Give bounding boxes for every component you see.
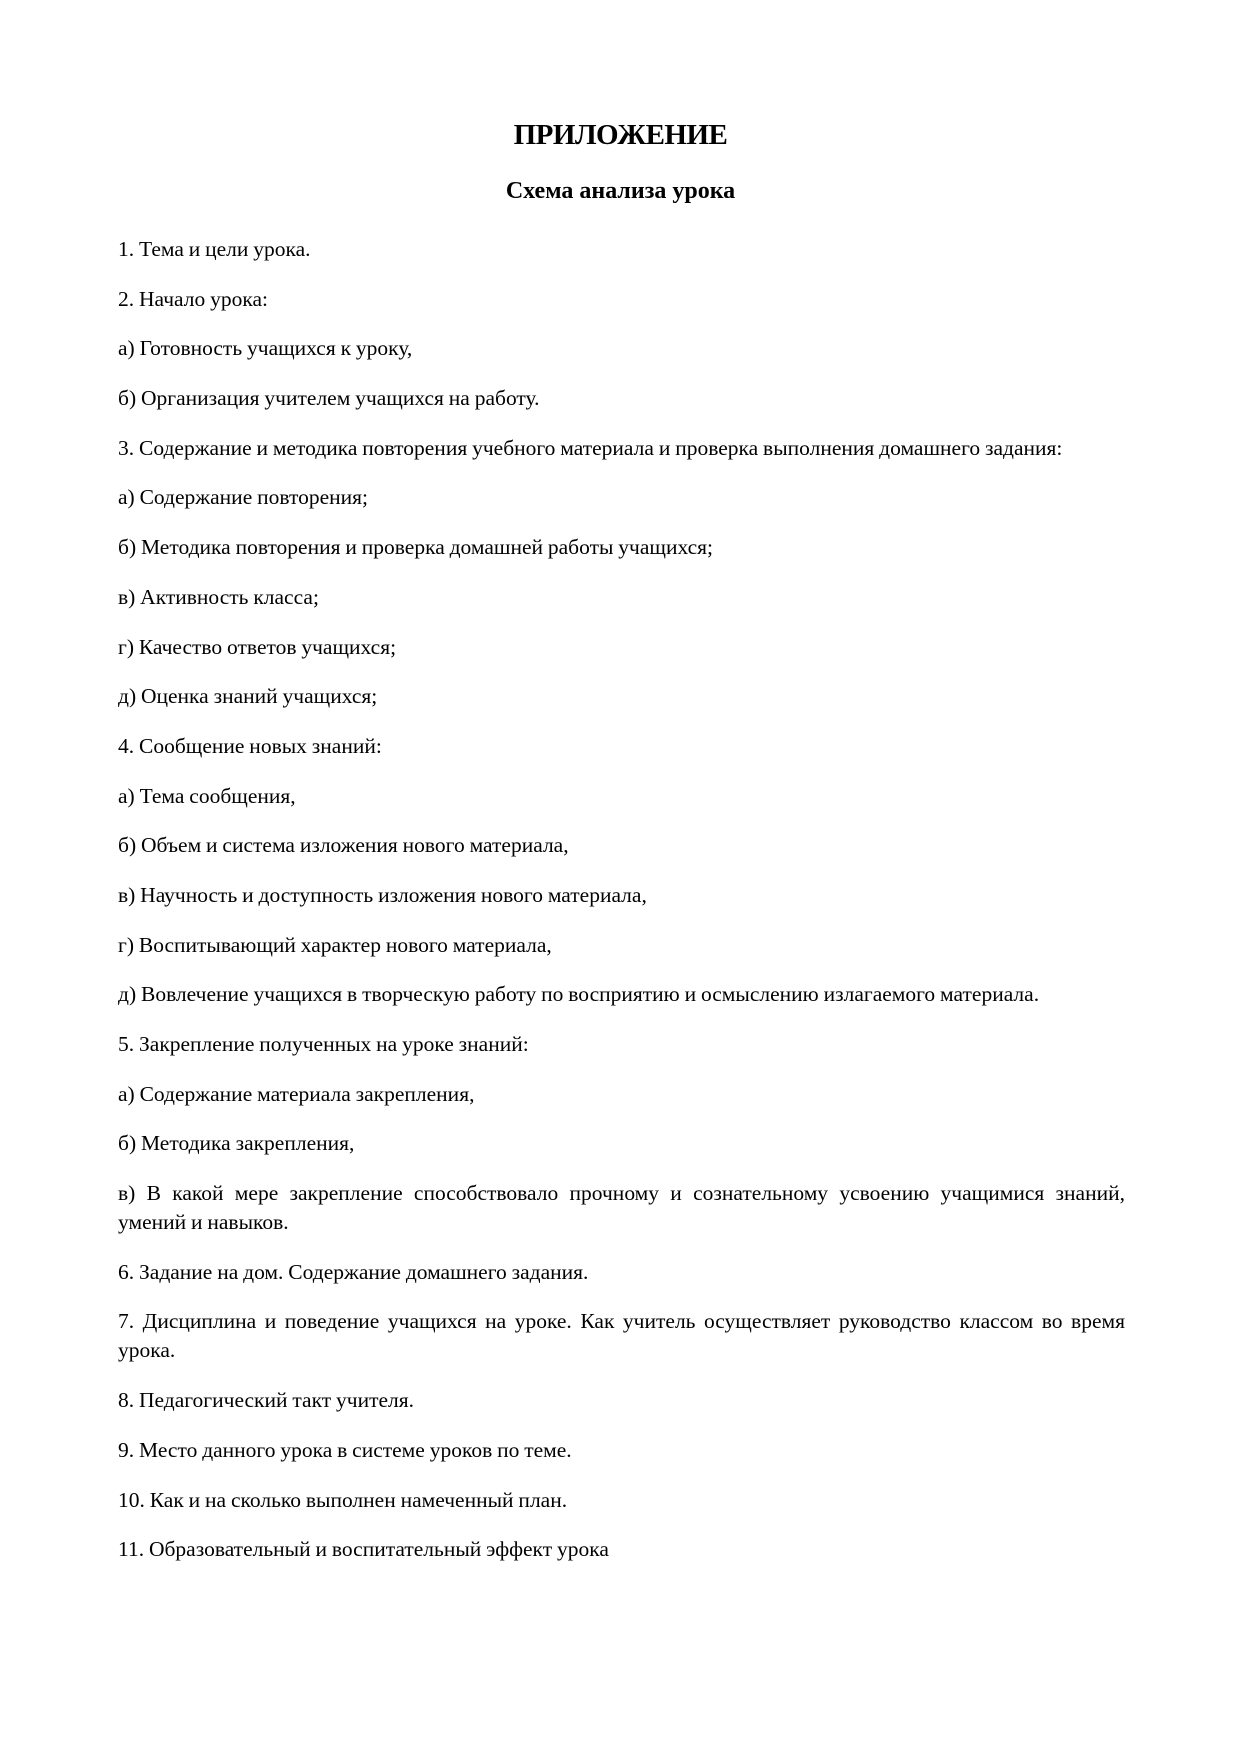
paragraph-item-10: 10. Как и на сколько выполнен намеченный план.: [118, 1487, 568, 1512]
paragraph-item-2b: б) Организация учителем учащихся на работу.: [118, 386, 540, 411]
paragraph-item-6: 6. Задание на дом. Содержание домашнего задания.: [118, 1259, 589, 1284]
paragraph-item-3d: д) Оценка знаний учащихся;: [118, 684, 378, 709]
paragraph-item-3a: а) Содержание повторения;: [118, 485, 369, 510]
paragraph-item-4: 4. Сообщение новых знаний:: [118, 733, 382, 758]
paragraph-item-2a: а) Готовность учащихся к уроку,: [118, 336, 413, 361]
paragraph-item-5b: б) Методика закрепления,: [118, 1131, 355, 1156]
paragraph-item-5: 5. Закрепление полученных на уроке знаний:: [118, 1032, 529, 1056]
document-subtitle: Схема анализа урока: [505, 178, 736, 204]
paragraph-item-2: 2. Начало урока:: [118, 286, 268, 311]
paragraph-item-9: 9. Место данного урока в системе уроков по теме.: [118, 1437, 572, 1462]
document-body: [118, 235, 1125, 1585]
paragraph-item-5v: в) В какой мере закрепление способствовало прочному и сознательному усвоению учащимися знаний, умений и навыков.: [118, 1181, 1125, 1235]
paragraph-item-3b: б) Методика повторения и проверка домашней работы учащихся;: [118, 535, 714, 560]
document-title: ПРИЛОЖЕНИЕ: [513, 119, 728, 151]
paragraph-item-5a: а) Содержание материала закрепления,: [118, 1081, 475, 1106]
paragraph-item-3: 3. Содержание и методика повторения учебного материала и проверка выполнения домашнего задания:: [118, 435, 1063, 460]
paragraph-item-4v: в) Научность и доступность изложения нового материала,: [118, 882, 647, 907]
paragraph-item-4a: а) Тема сообщения,: [118, 783, 296, 808]
paragraph-item-11: 11. Образовательный и воспитательный эффект урока: [118, 1537, 609, 1562]
paragraph-item-1: 1. Тема и цели урока.: [118, 237, 311, 261]
paragraph-item-3g: г) Качество ответов учащихся;: [118, 634, 397, 659]
paragraph-item-4b: б) Объем и система изложения нового материала,: [118, 833, 569, 858]
paragraph-item-4d: д) Вовлечение учащихся в творческую работу по восприятию и осмыслению излагаемого материала.: [118, 982, 1040, 1007]
paragraph-item-4g: г) Воспитывающий характер нового материала,: [118, 932, 552, 957]
paragraph-item-7: 7. Дисциплина и поведение учащихся на уроке. Как учитель осуществляет руководство классом во время урока.: [118, 1309, 1125, 1363]
paragraph-item-8: 8. Педагогический такт учителя.: [118, 1388, 415, 1413]
paragraph-item-3v: в) Активность класса;: [118, 584, 319, 609]
